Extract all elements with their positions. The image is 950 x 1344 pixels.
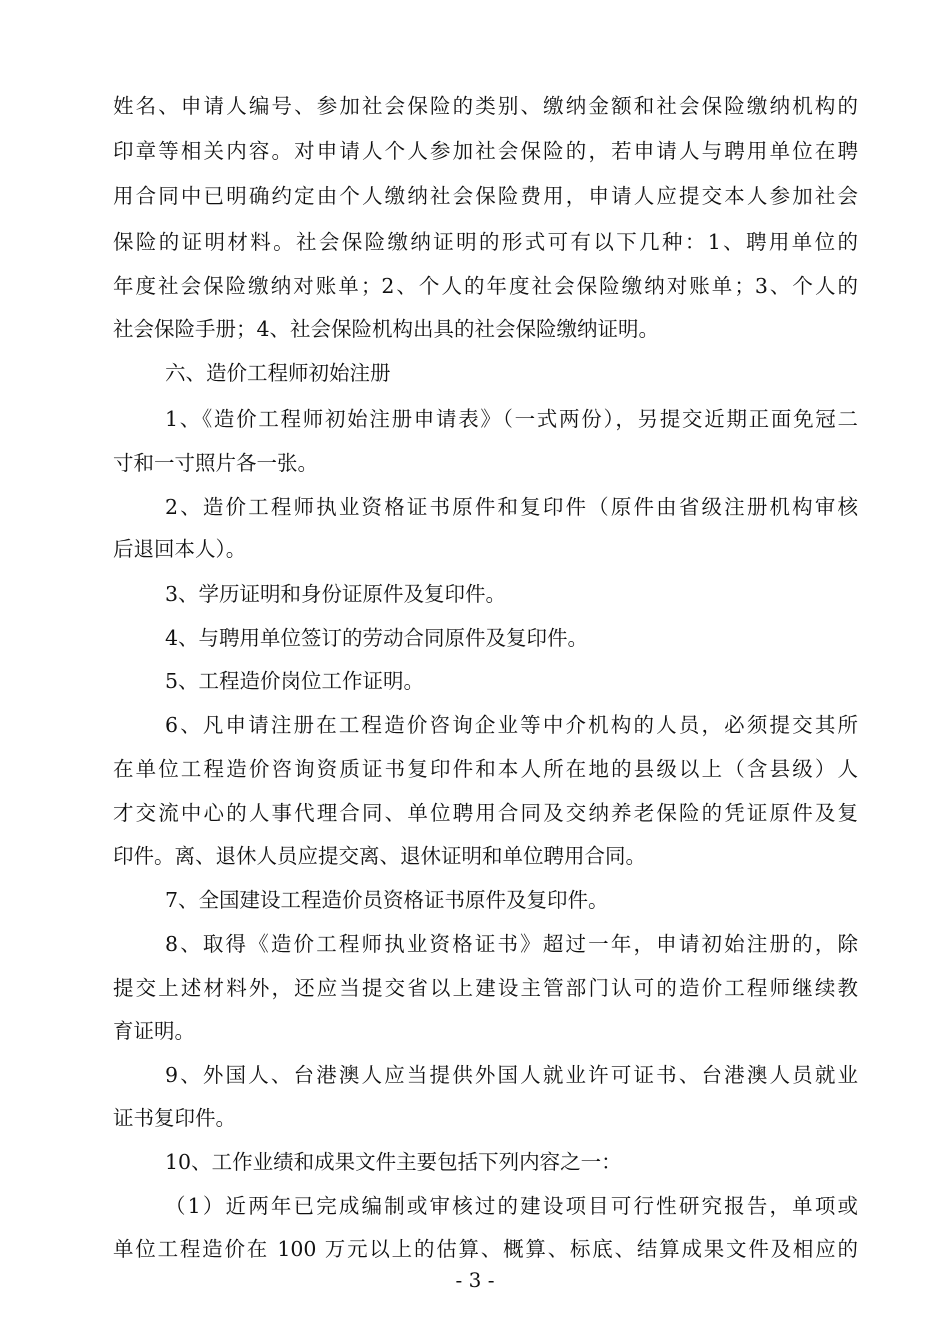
text-line: 后退回本人）。 bbox=[113, 537, 247, 561]
text-line: （1）近两年已完成编制或审核过的建设项目可行性研究报告，单项或 bbox=[165, 1194, 858, 1218]
text-line: 单位工程造价在 100 万元以上的估算、概算、标底、结算成果文件及相应的 bbox=[113, 1237, 858, 1261]
text-line: 在单位工程造价咨询资质证书复印件和本人所在地的县级以上（含县级）人 bbox=[113, 757, 858, 781]
text-line: 寸和一寸照片各一张。 bbox=[113, 451, 318, 475]
text-line: 提交上述材料外，还应当提交省以上建设主管部门认可的造价工程师继续教 bbox=[113, 976, 858, 1000]
text-line: 保险的证明材料。社会保险缴纳证明的形式可有以下几种：1、聘用单位的 bbox=[113, 230, 858, 254]
text-line: 8、取得《造价工程师执业资格证书》超过一年，申请初始注册的，除 bbox=[165, 932, 858, 956]
text-line: 2、造价工程师执业资格证书原件和复印件（原件由省级注册机构审核 bbox=[165, 495, 858, 519]
text-line: 1、《造价工程师初始注册申请表》（一式两份），另提交近期正面免冠二 bbox=[165, 407, 858, 431]
text-line: 7、全国建设工程造价员资格证书原件及复印件。 bbox=[165, 888, 609, 912]
text-line: 3、学历证明和身份证原件及复印件。 bbox=[165, 582, 507, 606]
text-line: 年度社会保险缴纳对账单；2、个人的年度社会保险缴纳对账单；3、个人的 bbox=[113, 274, 858, 298]
text-line: 社会保险手册；4、社会保险机构出具的社会保险缴纳证明。 bbox=[113, 317, 660, 341]
section-heading: 六、造价工程师初始注册 bbox=[165, 361, 391, 385]
text-line: 用合同中已明确约定由个人缴纳社会保险费用，申请人应提交本人参加社会 bbox=[113, 184, 858, 208]
text-line: 印章等相关内容。对申请人个人参加社会保险的，若申请人与聘用单位在聘 bbox=[113, 139, 858, 163]
page-number: - 3 - bbox=[455, 1268, 495, 1292]
text-line: 9、外国人、台港澳人应当提供外国人就业许可证书、台港澳人员就业 bbox=[165, 1063, 858, 1087]
text-line: 证书复印件。 bbox=[113, 1106, 236, 1130]
text-line: 6、凡申请注册在工程造价咨询企业等中介机构的人员，必须提交其所 bbox=[165, 713, 858, 737]
text-line: 才交流中心的人事代理合同、单位聘用合同及交纳养老保险的凭证原件及复 bbox=[113, 801, 858, 825]
text-line: 5、工程造价岗位工作证明。 bbox=[165, 669, 425, 693]
text-line: 10、工作业绩和成果文件主要包括下列内容之一： bbox=[165, 1150, 622, 1174]
text-line: 姓名、申请人编号、参加社会保险的类别、缴纳金额和社会保险缴纳机构的 bbox=[113, 94, 858, 118]
text-line: 4、与聘用单位签订的劳动合同原件及复印件。 bbox=[165, 626, 589, 650]
text-line: 育证明。 bbox=[113, 1019, 195, 1043]
text-line: 印件。离、退休人员应提交离、退休证明和单位聘用合同。 bbox=[113, 844, 646, 868]
